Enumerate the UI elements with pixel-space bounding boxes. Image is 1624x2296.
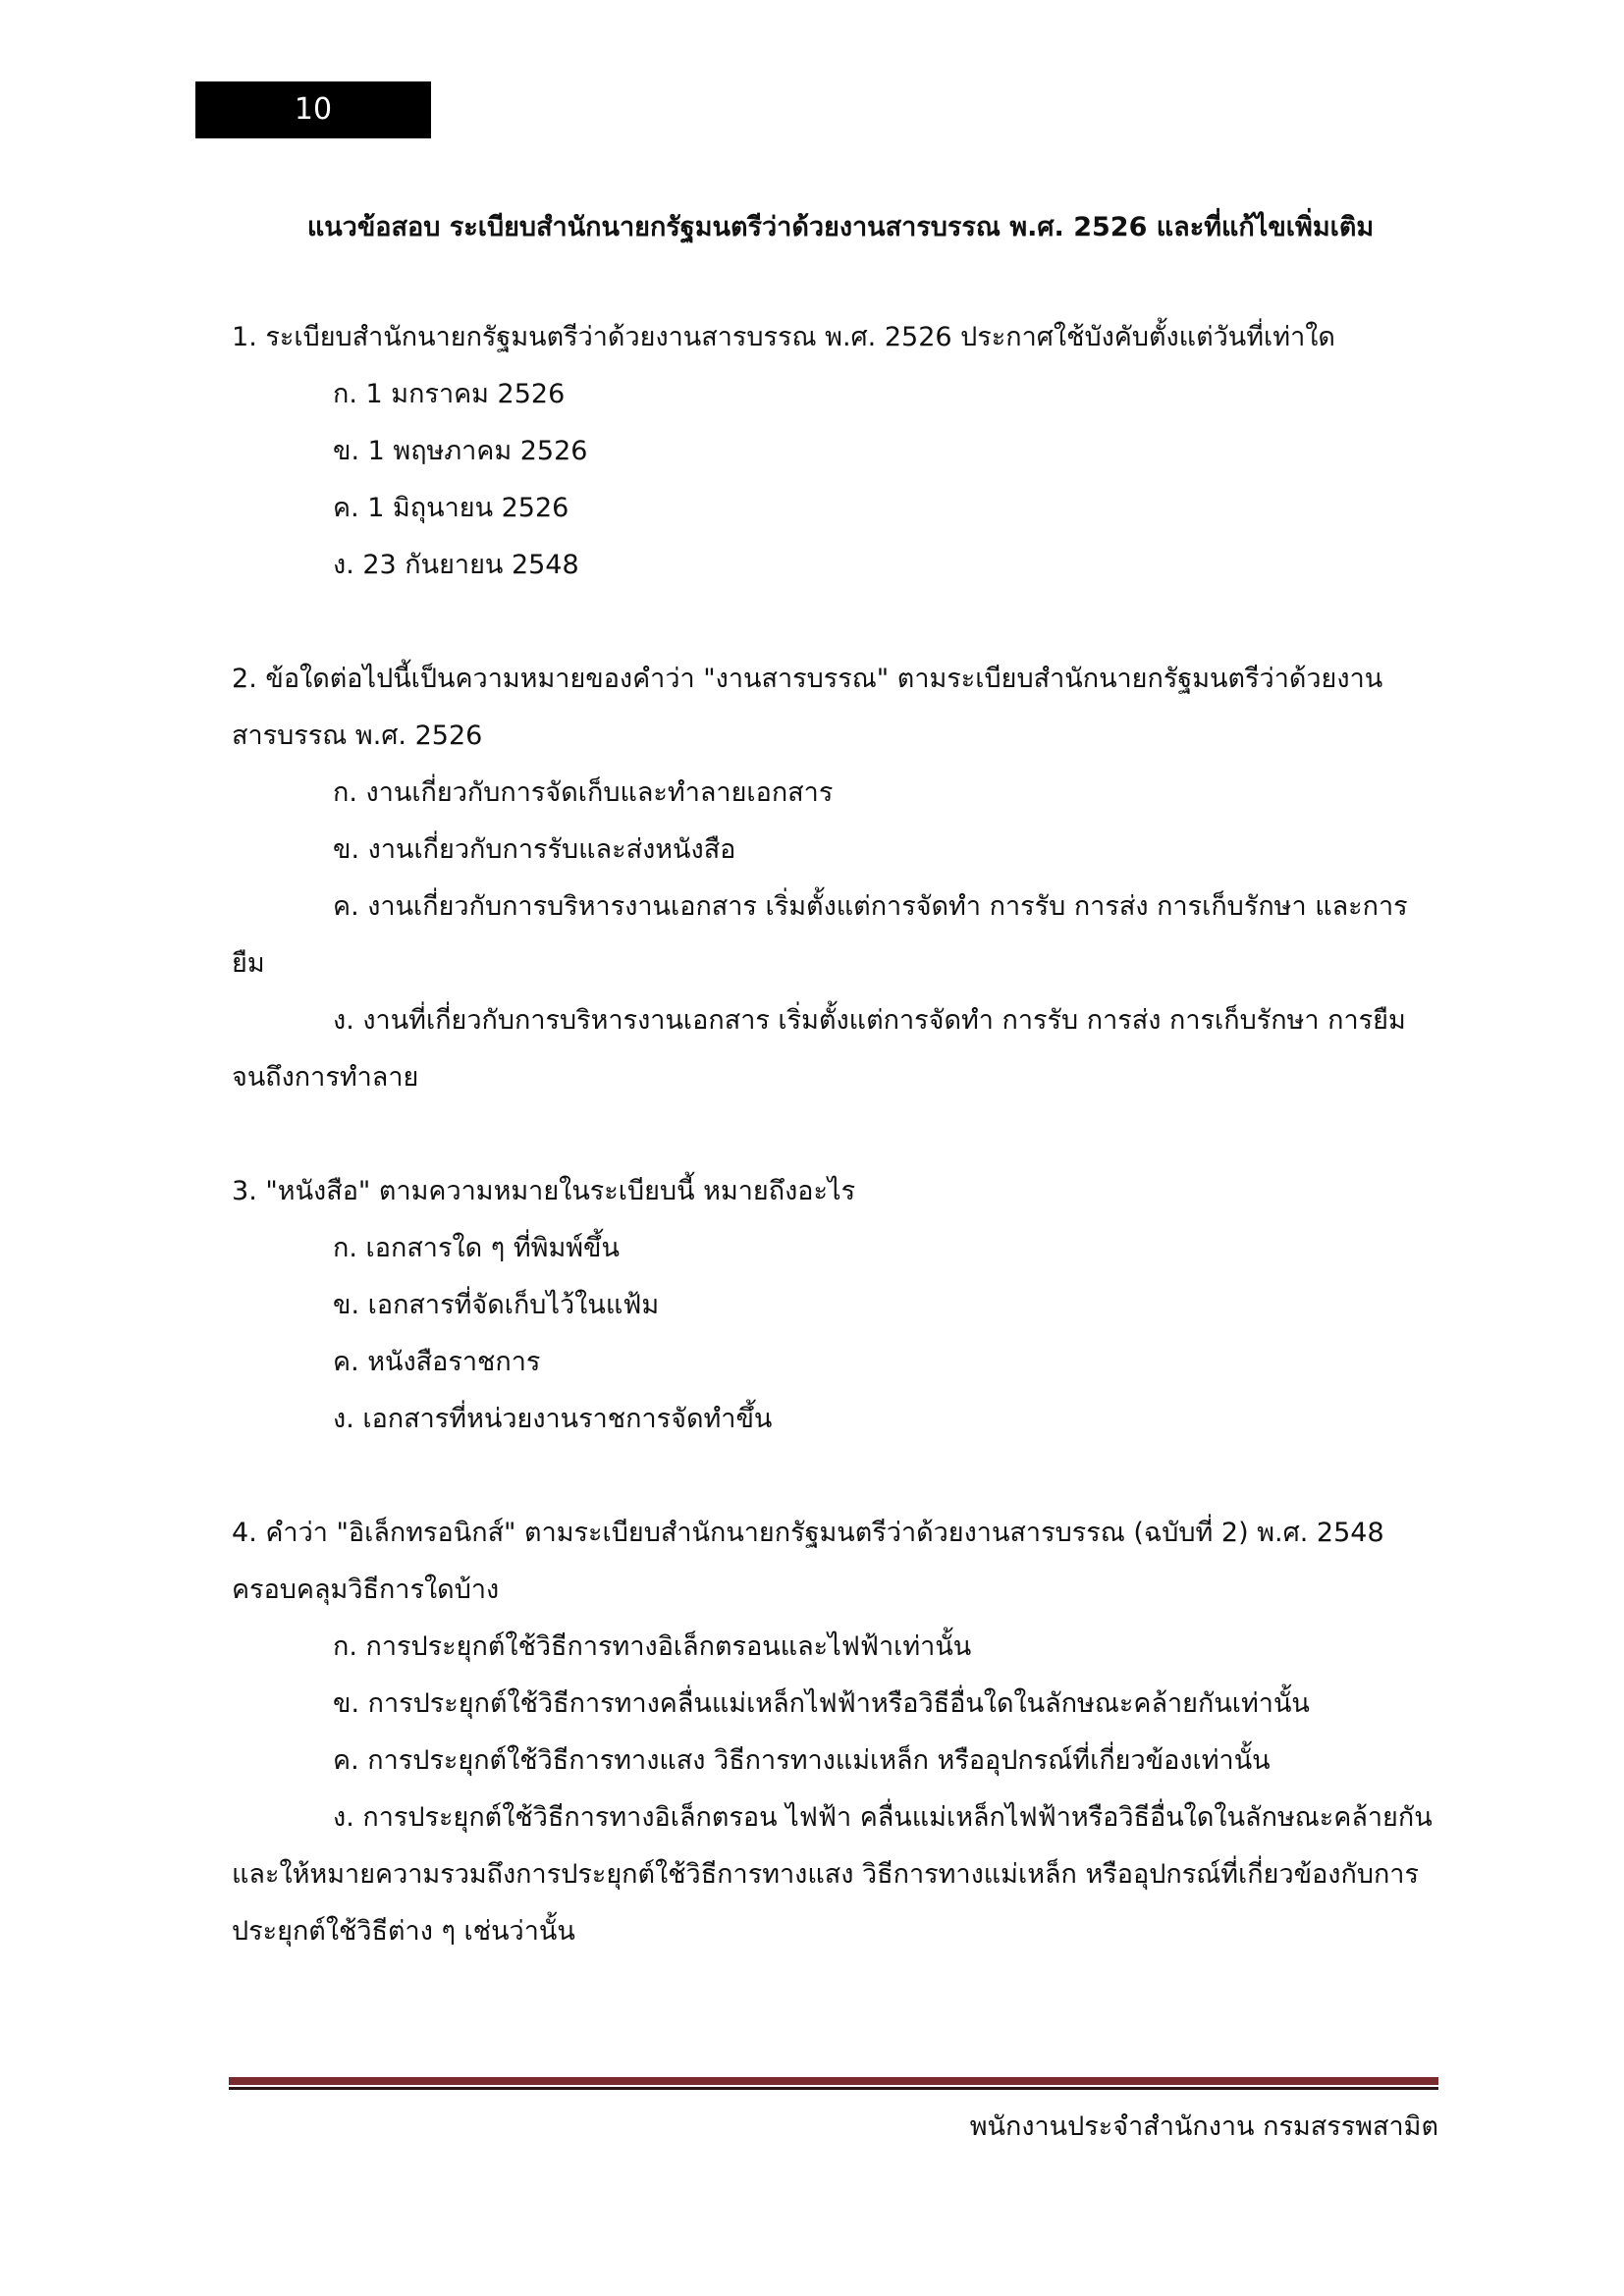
choice-b [232,1277,1439,1334]
choice-b [232,822,1439,879]
choice-letter: ง . [333,1802,362,1833]
page-number: 10 [195,81,431,138]
choice-text: 1 มกราคม 2526 [365,379,566,409]
choice-text: การประยุกต์ใช้วิธีการทางอิเล็กตรอนและไฟฟ้าเท่านั้น [365,1631,972,1662]
choice-letter: ข . [333,834,368,865]
choice-text: เอกสารที่หน่วยงานราชการจัดทำขึ้น [362,1404,773,1434]
question-3 [232,1163,1439,1448]
choice-c [232,1733,1439,1789]
choice-letter: ค . [333,493,367,523]
question-number: 4 . [232,1518,265,1548]
choice-a [232,765,1439,822]
choice-text: 1 มิถุนายน 2526 [367,493,569,523]
question-1 [232,309,1439,594]
footer-text: พนักงานประจำสำนักงาน กรมสรรพสามิต [969,2111,1438,2142]
question-list [232,309,1439,2017]
choice-text: 1 พฤษภาคม 2526 [367,436,588,466]
choice-letter: ก . [333,1631,366,1662]
choice-d [232,992,1439,1106]
document-title: แนวข้อสอบ ระเบียบสำนักนายกรัฐมนตรีว่าด้วยงานสารบรรณ พ.ศ. 2526 และที่แก้ไขเพิ่มเติม [306,212,1375,242]
choice-letter: ข . [333,436,368,466]
question-body: ข้อใดต่อไปนี้เป็นความหมายของคำว่า "งานสารบรรณ" ตามระเบียบสำนักนายกรัฐมนตรีว่าด้วยงานสารบรรณ พ.ศ. 2526 [232,664,1383,751]
choice-letter: ข . [333,1290,368,1320]
choice-c [232,1334,1439,1391]
question-text [232,651,1439,765]
choice-letter: ก . [333,777,366,808]
choice-b [232,423,1439,480]
choice-letter: ง . [333,550,362,580]
choice-d [232,1789,1439,1960]
choice-text: งานที่เกี่ยวกับการบริหารงานเอกสาร เริ่มตั้งแต่การจัดทำ การรับ การส่ง การเก็บรักษา การยืมจนถึงการทำลาย [232,1005,1406,1093]
choice-text: งานเกี่ยวกับการบริหารงานเอกสาร เริ่มตั้งแต่การจัดทำ การรับ การส่ง การเก็บรักษา และการยืม [232,891,1408,979]
choice-text: การประยุกต์ใช้วิธีการทางอิเล็กตรอน ไฟฟ้า คลื่นแม่เหล็กไฟฟ้าหรือวิธีอื่นใดในลักษณะคล้ายกัน และให้หมายความรวมถึงการประยุกต์ใช้วิธีการทางแสง วิธีการทางแม่เหล็ก หรืออุปกรณ์ที่เกี่ยวข้องกับการประยุกต์ใช้วิธีต่าง ๆ เช่นว่านั้น [232,1802,1433,1947]
choice-text: เอกสารใด ๆ ที่พิมพ์ขึ้น [365,1233,620,1263]
choice-letter: ค . [333,1745,367,1776]
question-text [232,309,1439,366]
choice-text: งานเกี่ยวกับการจัดเก็บและทำลายเอกสาร [365,777,834,808]
choice-text: การประยุกต์ใช้วิธีการทางแสง วิธีการทางแม่เหล็ก หรืออุปกรณ์ที่เกี่ยวข้องเท่านั้น [367,1745,1271,1776]
footer-divider [229,2077,1438,2091]
choice-c [232,480,1439,537]
choice-letter: ข . [333,1688,368,1719]
question-4 [232,1505,1439,1960]
choice-c [232,879,1439,992]
choice-letter: ค . [333,1347,367,1377]
choice-text: การประยุกต์ใช้วิธีการทางคลื่นแม่เหล็กไฟฟ้าหรือวิธีอื่นใดในลักษณะคล้ายกันเท่านั้น [367,1688,1310,1719]
choice-d [232,1391,1439,1448]
choice-b [232,1676,1439,1733]
question-number: 2 . [232,664,265,694]
choice-letter: ค . [333,891,367,922]
question-text [232,1163,1439,1220]
choice-text: หนังสือราชการ [367,1347,541,1377]
choice-d [232,537,1439,594]
question-body: คำว่า "อิเล็กทรอนิกส์" ตามระเบียบสำนักนายกรัฐมนตรีว่าด้วยงานสารบรรณ (ฉบับที่ 2) พ.ศ. 2548 ครอบคลุมวิธีการใดบ้าง [232,1518,1384,1605]
choice-letter: ก . [333,379,366,409]
choice-a [232,1619,1439,1676]
question-number: 3 . [232,1176,265,1206]
question-body: ระเบียบสำนักนายกรัฐมนตรีว่าด้วยงานสารบรรณ พ.ศ. 2526 ประกาศใช้บังคับตั้งแต่วันที่เท่าใด [265,322,1335,352]
question-text [232,1505,1439,1619]
question-2 [232,651,1439,1106]
choice-a [232,366,1439,423]
question-number: 1 . [232,322,265,352]
footer-divider-top [229,2077,1438,2085]
choice-letter: ง . [333,1404,362,1434]
footer-divider-bottom [229,2087,1438,2090]
choice-text: 23 กันยายน 2548 [362,550,579,580]
choice-a [232,1220,1439,1277]
choice-letter: ก . [333,1233,366,1263]
choice-letter: ง . [333,1005,362,1036]
question-body: "หนังสือ" ตามความหมายในระเบียบนี้ หมายถึงอะไร [265,1176,856,1206]
choice-text: เอกสารที่จัดเก็บไว้ในแฟ้ม [367,1290,660,1320]
choice-text: งานเกี่ยวกับการรับและส่งหนังสือ [367,834,736,865]
